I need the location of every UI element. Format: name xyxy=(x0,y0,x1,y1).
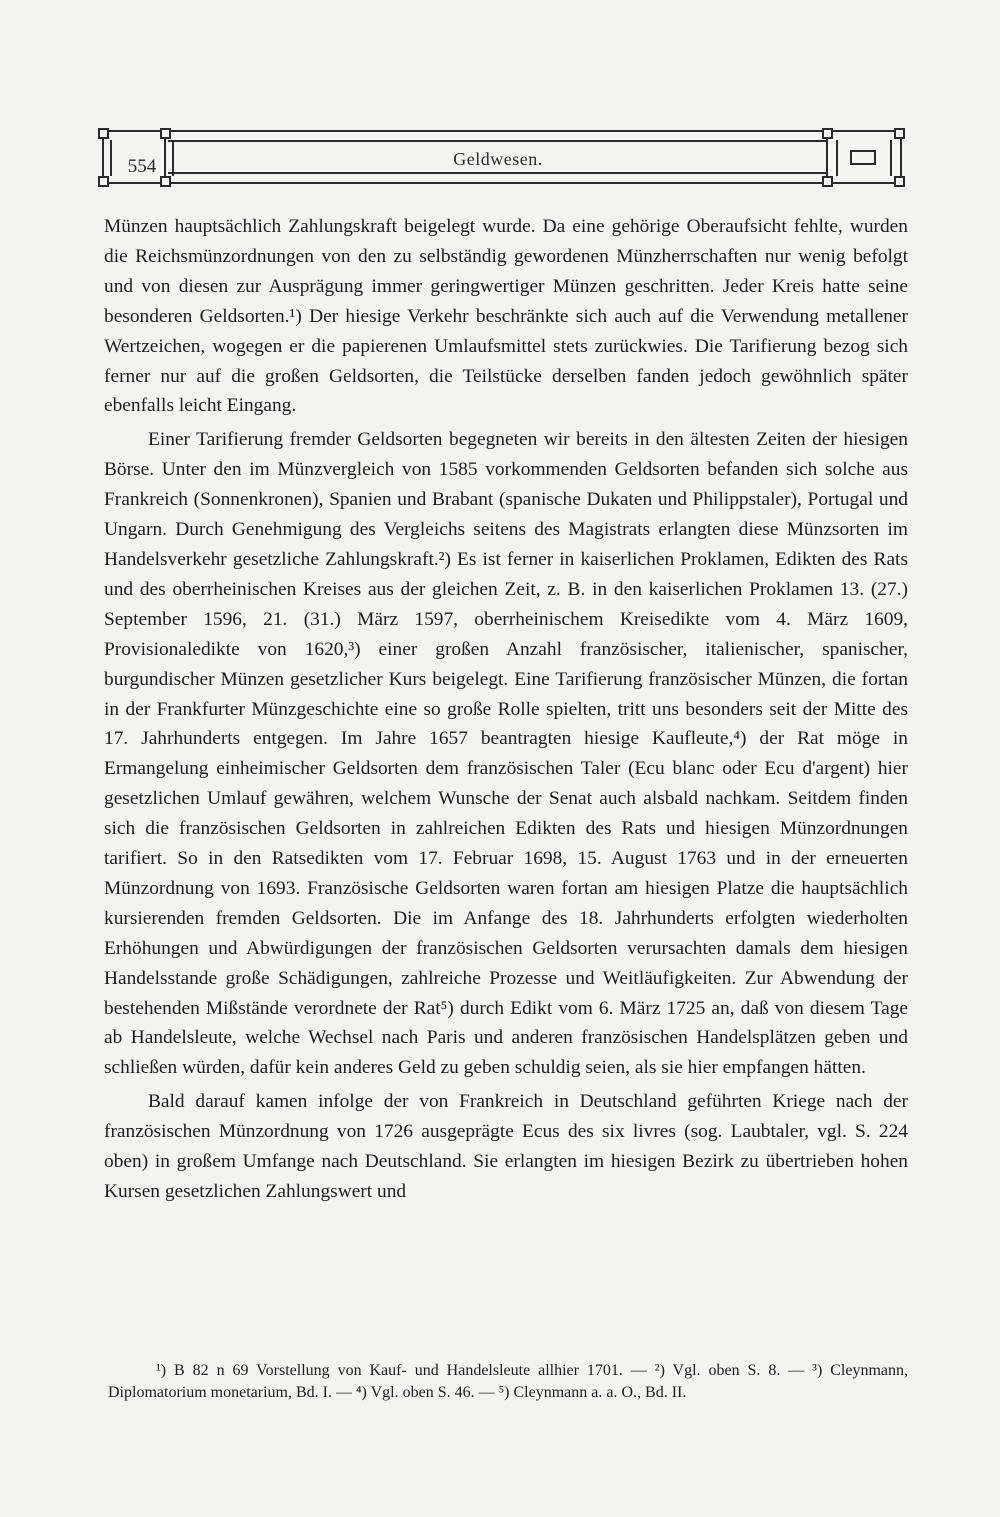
paragraph: Einer Tarifierung fremder Geldsorten begegneten wir bereits in den ältesten Zeiten der hiesigen Börse. Unter den im Münzvergleich von 1585 vorkommenden Geldsorten befanden sich solche aus Frankreich (Sonnenkronen), Spanien und Brabant (spanische Dukaten und Philippstaler), Portugal und Ungarn. Durch Genehmigung des Vergleichs seitens des Magistrats erlangten diese Münzsorten im Handelsverkehr gesetzliche Zahlungskraft.²) Es ist ferner in kaiserlichen Proklamen, Edikten des Rats und des oberrheinischen Kreises aus der gleichen Zeit, z. B. in den kaiserlichen Proklamen 13. (27.) September 1596, 21. (31.) März 1597, oberrheinischem Kreisedikte vom 4. März 1609, Provisionaledikte von 1620,³) einer großen Anzahl französischer, italienischer, spanischer, burgundischer Münzen gesetzlicher Kurs beigelegt. Eine Tarifierung französischer Münzen, die fortan in der Frankfurter Münzgeschichte eine so große Rolle spielten, tritt uns besonders seit der Mitte des 17. Jahrhunderts entgegen. Im Jahre 1657 beantragten hiesige Kaufleute,⁴) der Rat möge in Ermangelung einheimischer Geldsorten dem französischen Taler (Ecu blanc oder Ecu d'argent) hier gesetzlichen Umlauf gewähren, welchem Wunsche der Senat auch alsbald nachkam. Seitdem finden sich die französischen Geldsorten in zahlreichen Edikten des Rats und hiesigen Münzordnungen tarifiert. So in den Ratsedikten vom 17. Februar 1698, 15. August 1763 und in der erneuerten Münzordnung von 1693. Französische Geldsorten waren fortan am hiesigen Platze die hauptsächlich kursierenden fremden Geldsorten. Die im Anfange des 18. Jahrhunderts erfolgten wiederholten Erhöhungen und Abwürdigungen der französischen Geldsorten verursachten damals dem hiesigen Handelsstande große Schädigungen, zahlreiche Prozesse und Weitläufigkeiten. Zur Abwendung der bestehenden Mißstände verordnete der Rat⁵) durch Edikt vom 6. März 1725 an, daß von diesem Tage ab Handelsleute, welche Wechsel nach Paris und anderen französischen Handelsplätzen geben und schließen würden, dafür kein anderes Geld zu geben schuldig seien, als sie hier empfangen hätten. xyxy=(104,429,908,1079)
footnote-text: ¹) B 82 n 69 Vorstellung von Kauf- und Handelsleute allhier 1701. — ²) Vgl. oben S. 8. — ³) Cleynmann, Diplomatorium monetarium, Bd. I. — ⁴) Vgl. oben S. 46. — ⁵) Cleynmann a. a. O., Bd. II. xyxy=(108,1362,908,1401)
header-corner-block xyxy=(98,128,109,139)
page-number: 554 xyxy=(127,156,157,177)
header-corner-block xyxy=(822,128,833,139)
header-ornament-icon xyxy=(850,150,876,165)
header-corner-block xyxy=(894,128,905,139)
header-top-rule xyxy=(98,130,904,132)
header-corner-block xyxy=(98,176,109,187)
header-inner-bottom-rule xyxy=(168,172,826,174)
paragraph: Münzen hauptsächlich Zahlungskraft beigelegt wurde. Da eine gehörige Oberaufsicht fehlte, wurden die Reichsmünzordnungen von den zu selbständig gewordenen Münzherrschaften nur wenig befolgt und von diesen zur Ausprägung immer geringwertiger Münzen geschritten. Jeder Kreis hatte seine besonderen Geldsorten.¹) Der hiesige Verkehr beschränkte sich auch auf die Verwendung metallener Wertzeichen, wogegen er die papierenen Umlaufsmittel stets zurückwies. Die Tarifierung bezog sich ferner nur auf die großen Geldsorten, die Teilstücke derselben fanden jedoch gewöhnlich später ebenfalls leicht Eingang. xyxy=(104,216,908,417)
header-inner-top-rule xyxy=(168,140,826,142)
header-left-inner-line xyxy=(110,140,112,176)
running-title: Geldwesen. xyxy=(453,149,543,169)
footnotes xyxy=(108,1360,908,1404)
header-right-inner-line xyxy=(890,140,892,176)
header-corner-block xyxy=(894,176,905,187)
header-corner-block xyxy=(160,128,171,139)
page-header-frame xyxy=(98,128,904,188)
body-text xyxy=(104,212,908,1207)
paragraph: Bald darauf kamen infolge der von Frankreich in Deutschland geführten Kriege nach der französischen Münzordnung von 1726 ausgeprägte Ecus des six livres (sog. Laubtaler, vgl. S. 224 oben) in großem Umfange nach Deutschland. Sie erlangten im hiesigen Bezirk zu übertrieben hohen Kursen gesetzlichen Zahlungswert und xyxy=(104,1091,908,1202)
header-bottom-rule xyxy=(98,182,904,184)
header-left-divider-b xyxy=(172,140,174,176)
header-corner-block xyxy=(822,176,833,187)
header-right-divider-b xyxy=(836,140,838,176)
